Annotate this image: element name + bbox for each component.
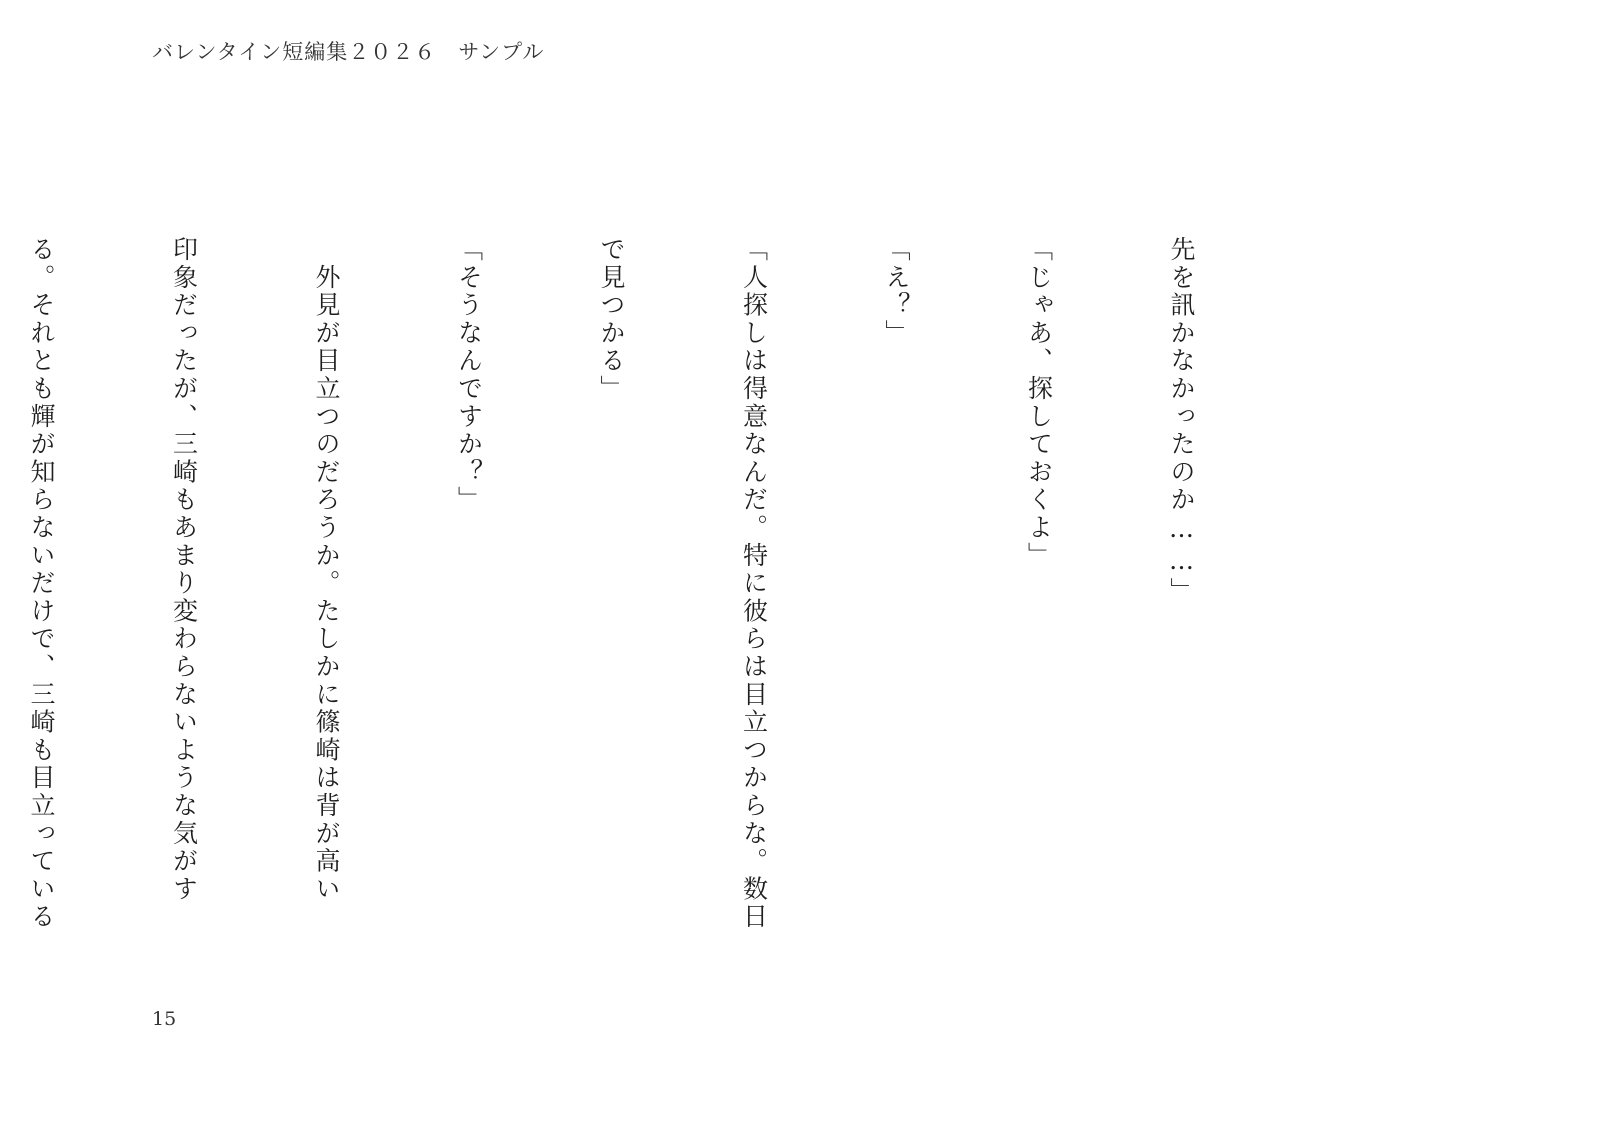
text-line: 先を訊かなかったのか……」 [1167,236,1196,606]
text-line: 「じゃあ、探しておくよ」 [1024,236,1054,570]
text-line: る。それとも輝が知らないだけで、三崎も目立っている [27,236,56,931]
text-line: 「え？」 [882,236,911,348]
text-line: 「そうなんですか？」 [454,236,484,514]
text-line: で見つかる」 [597,236,626,403]
vertical-body-text [27,236,1300,936]
running-header: バレンタイン短編集２０２６ サンプル [152,40,545,64]
text-line: 外見が目立つのだろうか。たしかに篠崎は背が高い [312,236,341,904]
text-line: 「人探しは得意なんだ。特に彼らは目立つからな。数日 [739,236,769,931]
text-line: 印象だったが、三崎もあまり変わらないような気がす [169,236,199,904]
page-number: 15 [152,1008,177,1030]
